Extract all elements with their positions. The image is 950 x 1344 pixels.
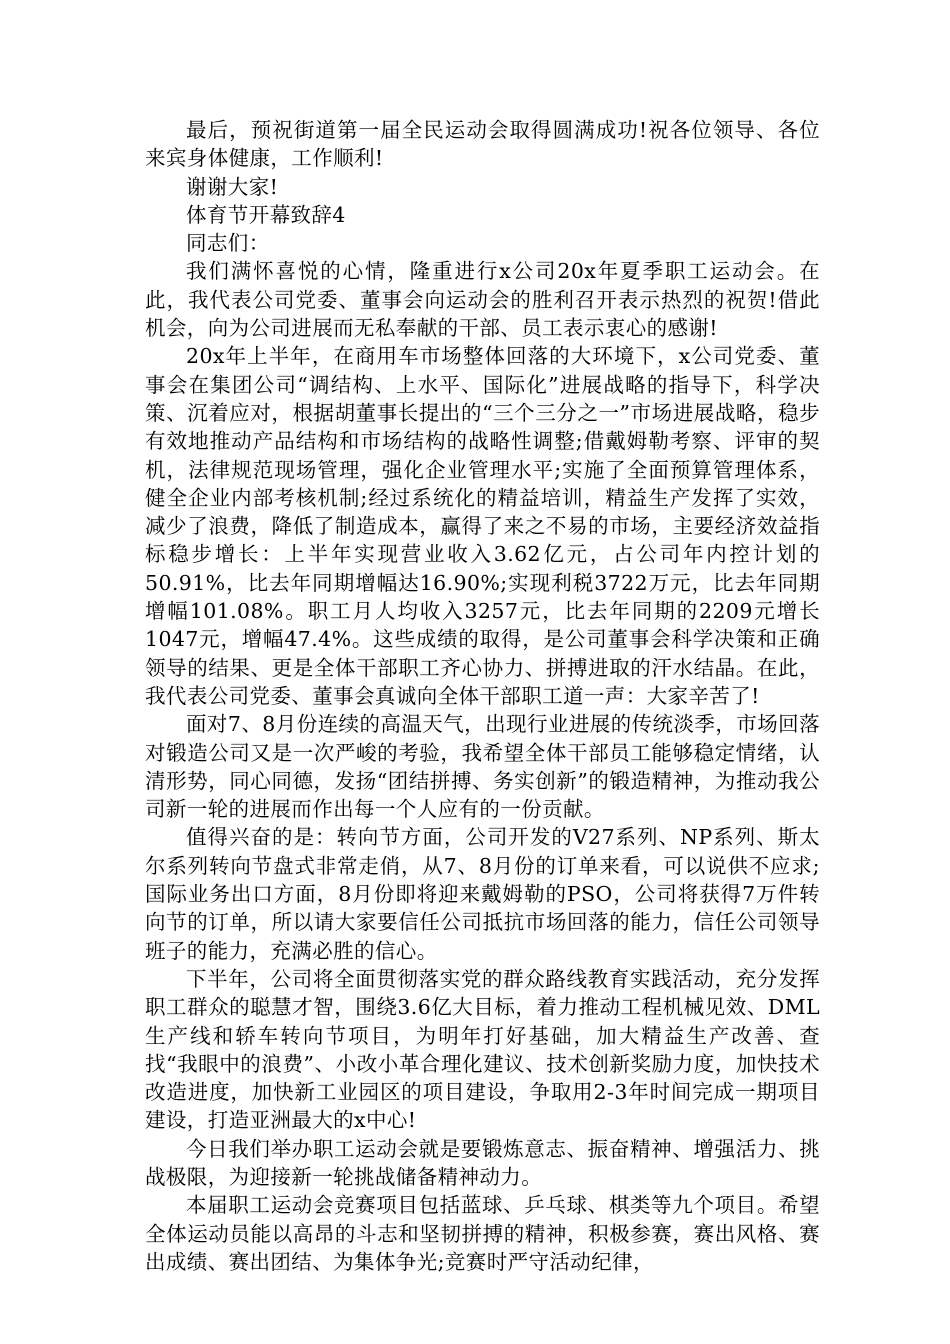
paragraph-second-half-plan: 下半年，公司将全面贯彻落实党的群众路线教育实践活动，充分发挥职工群众的聪慧才智，围绕3.6亿大目标，着力推动工程机械见效、DML生产线和轿车转向节项目，为明年打好基础，加大精益生产改善、查找“我眼中的浪费”、小改小革合理化建议、技术创新奖励力度，加快技术改造进度，加快新工业园区的项目建设，争取用2-3年时间完成一期项目建设，打造亚洲最大的x中心!: [145, 966, 820, 1133]
paragraph-thanks: 谢谢大家!: [186, 174, 279, 199]
paragraph-good-news: 值得兴奋的是：转向节方面，公司开发的V27系列、NP系列、斯太尔系列转向节盘式非常走俏，从7、8月份的订单来看，可以说供不应求;国际业务出口方面，8月份即将迎来戴姆勒的PSO，公司将获得7万件转向节的订单，所以请大家要信任公司抵抗市场回落的能力，信任公司领导班子的能力，充满必胜的信心。: [145, 825, 820, 963]
paragraph-events: 本届职工运动会竞赛项目包括蓝球、乒乓球、棋类等九个项目。希望全体运动员能以高昂的斗志和坚韧拼搏的精神，积极参赛，赛出风格、赛出成绩、赛出团结、为集体争光;竞赛时严守活动纪律，: [145, 1193, 820, 1274]
document-body: [145, 116, 820, 1276]
salutation: 同志们：: [186, 231, 270, 256]
paragraph-first-half-results: 20x年上半年，在商用车市场整体回落的大环境下，x公司党委、董事会在集团公司“调结构、上水平、国际化”进展战略的指导下，科学决策、沉着应对，根据胡董事长提出的“三个三分之一”市场进展战略，稳步有效地推动产品结构和市场结构的战略性调整;借戴姆勒考察、评审的契机，法律规范现场管理，强化企业管理水平;实施了全面预算管理体系，健全企业内部考核机制;经过系统化的精益培训，精益生产发挥了实效，减少了浪费，降低了制造成本，赢得了来之不易的市场，主要经济效益指标稳步增长：上半年实现营业收入3.62亿元，占公司年内控计划的50.91%，比去年同期增幅达16.90%;实现利税3722万元，比去年同期增幅101.08%。职工月人均收入3257元，比去年同期的2209元增长1047元，增幅47.4%。这些成绩的取得，是公司董事会科学决策和正确领导的结果、更是全体干部职工齐心协力、拼搏进取的汗水结晶。在此，我代表公司党委、董事会真诚向全体干部职工道一声：大家辛苦了!: [145, 344, 820, 708]
paragraph-opening: 我们满怀喜悦的心情，隆重进行x公司20x年夏季职工运动会。在此，我代表公司党委、董事会向运动会的胜利召开表示热烈的祝贺!借此机会，向为公司进展而无私奉献的干部、员工表示衷心的感谢!: [145, 259, 820, 341]
paragraph-challenges: 面对7、8月份连续的高温天气，出现行业进展的传统淡季，市场回落对锻造公司又是一次严峻的考验，我希望全体干部员工能够稳定情绪，认清形势，同心同德，发扬“团结拼搏、务实创新”的锻造精神，为推动我公司新一轮的进展而作出每一个人应有的一份贡献。: [145, 712, 820, 822]
section-heading: 体育节开幕致辞4: [186, 202, 346, 227]
paragraph-sports-purpose: 今日我们举办职工运动会就是要锻炼意志、振奋精神、增强活力、挑战极限，为迎接新一轮挑战储备精神动力。: [145, 1136, 820, 1189]
paragraph-closing-wish: 最后，预祝街道第一届全民运动会取得圆满成功!祝各位领导、各位来宾身体健康，工作顺利!: [145, 118, 820, 171]
